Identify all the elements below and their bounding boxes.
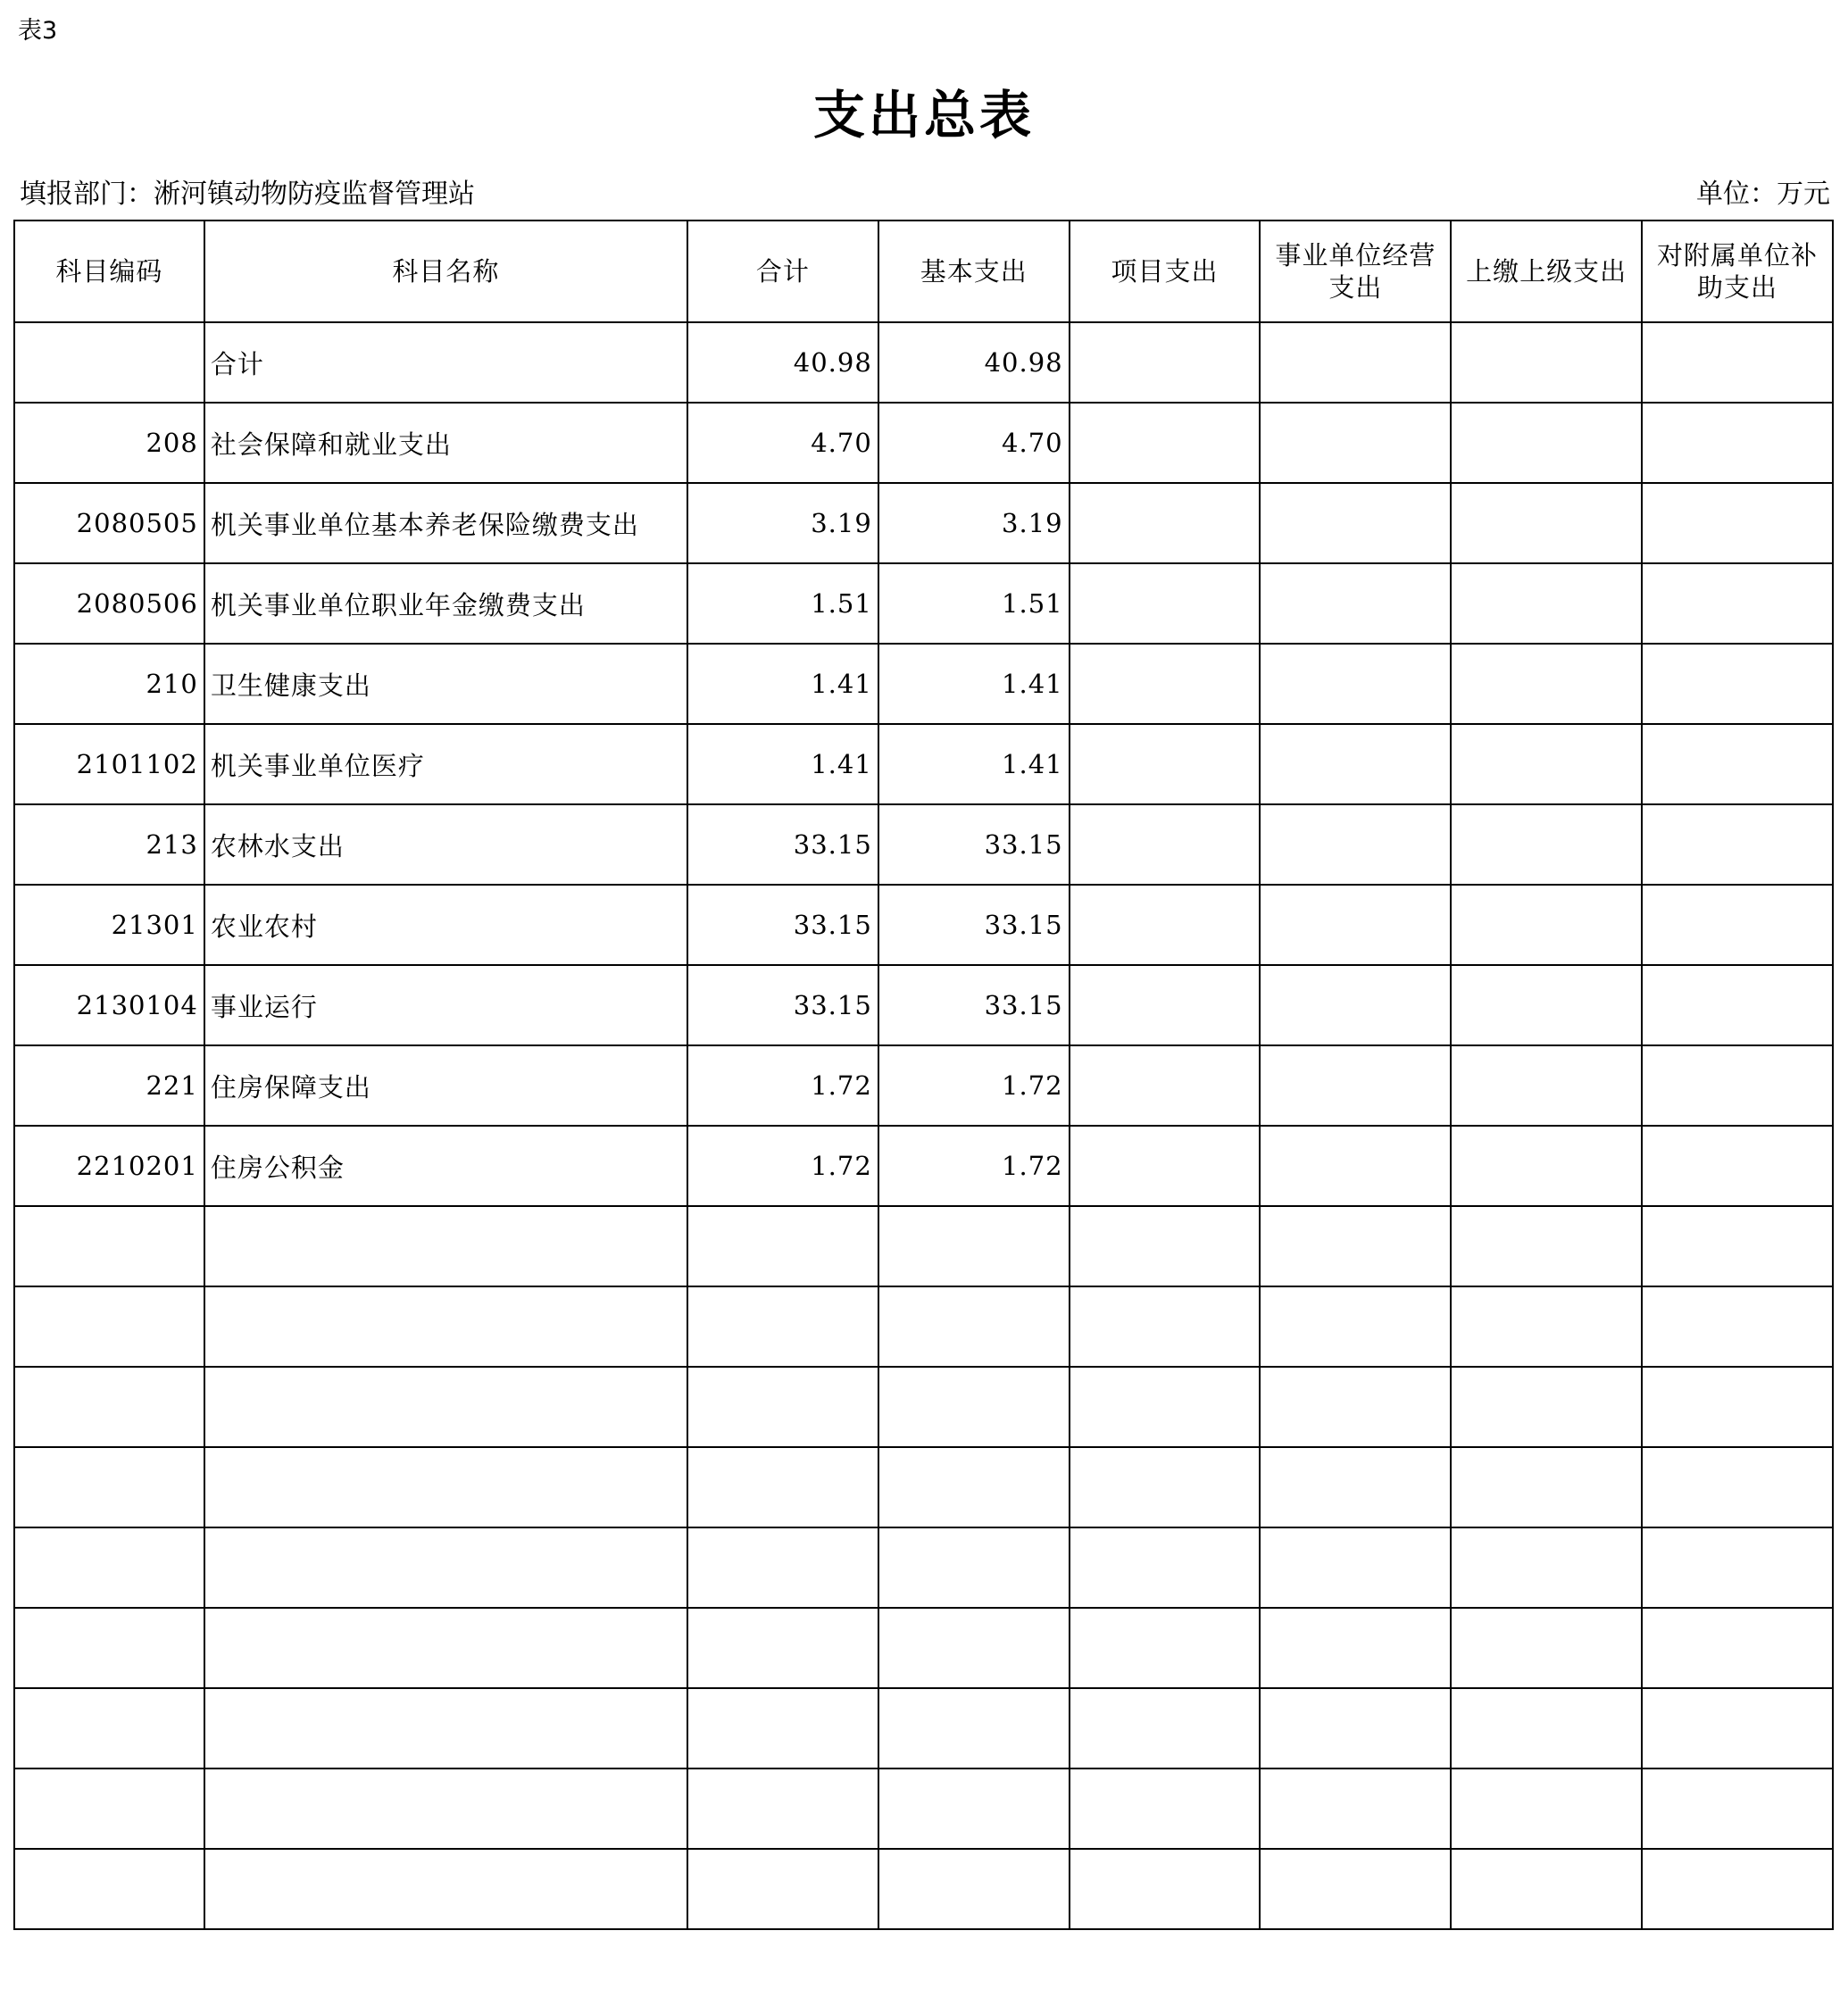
table-body (14, 322, 1833, 1929)
subject-name-cell (204, 1849, 687, 1929)
basic-expense-cell (878, 1286, 1070, 1367)
table-row (14, 1126, 1833, 1206)
project-expense-cell (1070, 483, 1261, 563)
upper-payment-cell (1451, 1286, 1642, 1367)
upper-payment-cell (1451, 1206, 1642, 1286)
subsidy-cell (1642, 1608, 1833, 1688)
column-header: 项目支出 (1070, 221, 1261, 322)
table-number: 表3 (18, 17, 58, 45)
table-row (14, 885, 1833, 965)
subject-name-cell: 合计 (204, 322, 687, 403)
total-cell: 3.19 (687, 483, 878, 563)
basic-expense-cell: 3.19 (878, 483, 1070, 563)
table-header-row (14, 221, 1833, 322)
project-expense-cell (1070, 1849, 1261, 1929)
subject-code-cell (14, 1527, 204, 1608)
upper-payment-cell (1451, 965, 1642, 1045)
upper-payment-cell (1451, 1126, 1642, 1206)
basic-expense-cell (878, 1688, 1070, 1768)
subject-code-cell: 21301 (14, 885, 204, 965)
column-header: 上缴上级支出 (1451, 221, 1642, 322)
total-cell: 40.98 (687, 322, 878, 403)
table-row (14, 1768, 1833, 1849)
project-expense-cell (1070, 724, 1261, 804)
business-expense-cell (1260, 1367, 1451, 1447)
subject-code-cell: 210 (14, 644, 204, 724)
upper-payment-cell (1451, 403, 1642, 483)
column-header: 合计 (687, 221, 878, 322)
project-expense-cell (1070, 322, 1261, 403)
subject-name-cell: 住房公积金 (204, 1126, 687, 1206)
subject-name-cell: 机关事业单位医疗 (204, 724, 687, 804)
total-cell (687, 1527, 878, 1608)
basic-expense-cell: 33.15 (878, 804, 1070, 885)
subject-code-cell (14, 1206, 204, 1286)
upper-payment-cell (1451, 1045, 1642, 1126)
subject-code-cell (14, 1286, 204, 1367)
subject-code-cell (14, 322, 204, 403)
basic-expense-cell (878, 1206, 1070, 1286)
table-row (14, 804, 1833, 885)
business-expense-cell (1260, 483, 1451, 563)
subject-code-cell (14, 1367, 204, 1447)
total-cell: 33.15 (687, 965, 878, 1045)
total-cell (687, 1849, 878, 1929)
business-expense-cell (1260, 965, 1451, 1045)
basic-expense-cell (878, 1608, 1070, 1688)
total-cell: 4.70 (687, 403, 878, 483)
table-row (14, 965, 1833, 1045)
basic-expense-cell: 40.98 (878, 322, 1070, 403)
subsidy-cell (1642, 563, 1833, 644)
unit-label: 单位：万元 (1696, 179, 1830, 210)
project-expense-cell (1070, 1688, 1261, 1768)
project-expense-cell (1070, 885, 1261, 965)
upper-payment-cell (1451, 804, 1642, 885)
subject-name-cell (204, 1447, 687, 1527)
upper-payment-cell (1451, 1447, 1642, 1527)
business-expense-cell (1260, 1126, 1451, 1206)
subject-name-cell (204, 1688, 687, 1768)
business-expense-cell (1260, 724, 1451, 804)
upper-payment-cell (1451, 885, 1642, 965)
business-expense-cell (1260, 1608, 1451, 1688)
table-row (14, 322, 1833, 403)
total-cell: 33.15 (687, 885, 878, 965)
upper-payment-cell (1451, 724, 1642, 804)
project-expense-cell (1070, 1126, 1261, 1206)
subject-name-cell: 农业农村 (204, 885, 687, 965)
subsidy-cell (1642, 1286, 1833, 1367)
total-cell (687, 1206, 878, 1286)
total-cell: 1.72 (687, 1045, 878, 1126)
upper-payment-cell (1451, 1367, 1642, 1447)
upper-payment-cell (1451, 1688, 1642, 1768)
subsidy-cell (1642, 1045, 1833, 1126)
total-cell (687, 1447, 878, 1527)
subject-code-cell (14, 1849, 204, 1929)
basic-expense-cell: 33.15 (878, 885, 1070, 965)
subsidy-cell (1642, 1688, 1833, 1768)
table-row (14, 1206, 1833, 1286)
subject-code-cell: 2101102 (14, 724, 204, 804)
subsidy-cell (1642, 483, 1833, 563)
subsidy-cell (1642, 1447, 1833, 1527)
total-cell (687, 1768, 878, 1849)
table-row (14, 1688, 1833, 1768)
subject-name-cell (204, 1206, 687, 1286)
table-row (14, 1608, 1833, 1688)
subject-code-cell: 2080506 (14, 563, 204, 644)
subject-code-cell (14, 1768, 204, 1849)
project-expense-cell (1070, 1367, 1261, 1447)
subsidy-cell (1642, 724, 1833, 804)
total-cell (687, 1367, 878, 1447)
subject-name-cell: 社会保障和就业支出 (204, 403, 687, 483)
expenditure-table (13, 220, 1834, 1930)
subject-name-cell (204, 1286, 687, 1367)
business-expense-cell (1260, 1286, 1451, 1367)
subject-name-cell (204, 1608, 687, 1688)
subject-code-cell: 208 (14, 403, 204, 483)
table-row (14, 1527, 1833, 1608)
project-expense-cell (1070, 1045, 1261, 1126)
business-expense-cell (1260, 403, 1451, 483)
basic-expense-cell (878, 1768, 1070, 1849)
table-row (14, 644, 1833, 724)
table-row (14, 483, 1833, 563)
upper-payment-cell (1451, 1608, 1642, 1688)
subsidy-cell (1642, 1849, 1833, 1929)
business-expense-cell (1260, 563, 1451, 644)
upper-payment-cell (1451, 563, 1642, 644)
column-header: 对附属单位补助支出 (1642, 221, 1833, 322)
project-expense-cell (1070, 965, 1261, 1045)
business-expense-cell (1260, 1688, 1451, 1768)
project-expense-cell (1070, 403, 1261, 483)
table-row (14, 1045, 1833, 1126)
subject-name-cell: 住房保障支出 (204, 1045, 687, 1126)
business-expense-cell (1260, 1849, 1451, 1929)
upper-payment-cell (1451, 644, 1642, 724)
basic-expense-cell (878, 1447, 1070, 1527)
subject-name-cell: 机关事业单位职业年金缴费支出 (204, 563, 687, 644)
business-expense-cell (1260, 1527, 1451, 1608)
column-header: 事业单位经营支出 (1260, 221, 1451, 322)
subsidy-cell (1642, 1527, 1833, 1608)
total-cell (687, 1608, 878, 1688)
total-cell: 33.15 (687, 804, 878, 885)
subject-name-cell: 农林水支出 (204, 804, 687, 885)
total-cell: 1.41 (687, 724, 878, 804)
project-expense-cell (1070, 1608, 1261, 1688)
project-expense-cell (1070, 1286, 1261, 1367)
subsidy-cell (1642, 1367, 1833, 1447)
subject-name-cell: 卫生健康支出 (204, 644, 687, 724)
basic-expense-cell (878, 1849, 1070, 1929)
basic-expense-cell: 1.41 (878, 724, 1070, 804)
upper-payment-cell (1451, 483, 1642, 563)
page-title: 支出总表 (812, 85, 1035, 146)
business-expense-cell (1260, 804, 1451, 885)
subject-code-cell: 221 (14, 1045, 204, 1126)
subject-code-cell: 2130104 (14, 965, 204, 1045)
subsidy-cell (1642, 965, 1833, 1045)
total-cell (687, 1688, 878, 1768)
table-row (14, 1286, 1833, 1367)
business-expense-cell (1260, 1206, 1451, 1286)
subject-code-cell: 2210201 (14, 1126, 204, 1206)
table-row (14, 1849, 1833, 1929)
subject-code-cell (14, 1608, 204, 1688)
business-expense-cell (1260, 885, 1451, 965)
basic-expense-cell: 1.72 (878, 1126, 1070, 1206)
column-header: 科目名称 (204, 221, 687, 322)
table-row (14, 563, 1833, 644)
basic-expense-cell: 1.51 (878, 563, 1070, 644)
subsidy-cell (1642, 403, 1833, 483)
table-row (14, 1367, 1833, 1447)
table-row (14, 724, 1833, 804)
basic-expense-cell: 33.15 (878, 965, 1070, 1045)
subject-name-cell (204, 1527, 687, 1608)
basic-expense-cell (878, 1527, 1070, 1608)
subsidy-cell (1642, 644, 1833, 724)
subject-code-cell: 213 (14, 804, 204, 885)
business-expense-cell (1260, 1447, 1451, 1527)
subject-code-cell (14, 1447, 204, 1527)
project-expense-cell (1070, 1206, 1261, 1286)
project-expense-cell (1070, 1768, 1261, 1849)
basic-expense-cell: 4.70 (878, 403, 1070, 483)
upper-payment-cell (1451, 1768, 1642, 1849)
business-expense-cell (1260, 322, 1451, 403)
department-label: 填报部门：淅河镇动物防疫监督管理站 (20, 179, 475, 210)
subject-name-cell: 事业运行 (204, 965, 687, 1045)
business-expense-cell (1260, 644, 1451, 724)
subject-name-cell: 机关事业单位基本养老保险缴费支出 (204, 483, 687, 563)
basic-expense-cell (878, 1367, 1070, 1447)
upper-payment-cell (1451, 1527, 1642, 1608)
total-cell: 1.41 (687, 644, 878, 724)
subsidy-cell (1642, 322, 1833, 403)
table-row (14, 1447, 1833, 1527)
basic-expense-cell: 1.41 (878, 644, 1070, 724)
upper-payment-cell (1451, 322, 1642, 403)
project-expense-cell (1070, 1527, 1261, 1608)
subsidy-cell (1642, 1126, 1833, 1206)
project-expense-cell (1070, 804, 1261, 885)
subsidy-cell (1642, 885, 1833, 965)
business-expense-cell (1260, 1768, 1451, 1849)
project-expense-cell (1070, 563, 1261, 644)
subsidy-cell (1642, 804, 1833, 885)
business-expense-cell (1260, 1045, 1451, 1126)
basic-expense-cell: 1.72 (878, 1045, 1070, 1126)
project-expense-cell (1070, 1447, 1261, 1527)
total-cell (687, 1286, 878, 1367)
subject-name-cell (204, 1367, 687, 1447)
upper-payment-cell (1451, 1849, 1642, 1929)
subject-name-cell (204, 1768, 687, 1849)
subsidy-cell (1642, 1768, 1833, 1849)
column-header: 基本支出 (878, 221, 1070, 322)
total-cell: 1.51 (687, 563, 878, 644)
table-row (14, 403, 1833, 483)
subsidy-cell (1642, 1206, 1833, 1286)
total-cell: 1.72 (687, 1126, 878, 1206)
project-expense-cell (1070, 644, 1261, 724)
subject-code-cell (14, 1688, 204, 1768)
subject-code-cell: 2080505 (14, 483, 204, 563)
column-header: 科目编码 (14, 221, 204, 322)
